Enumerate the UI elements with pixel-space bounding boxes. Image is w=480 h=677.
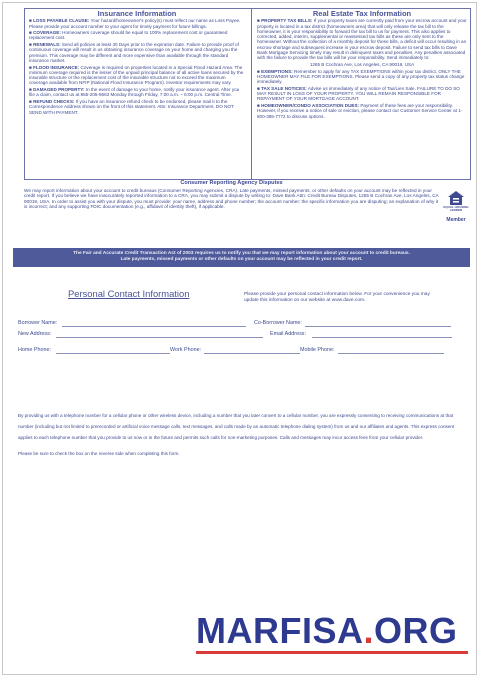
insurance-item: ■ REFUND CHECKS: If you have an insurance refund check to be endorsed, please mail it to the Correspondence Address shown on the front of this statement. Attn: Insurance Department. DO NOT SEND WITH PAYMENT. [29, 98, 234, 115]
borrower-name-label: Borrower Name: [18, 320, 58, 326]
borrower-name-field[interactable] [62, 326, 246, 327]
contact-title: Personal Contact Information [68, 288, 190, 299]
equal-housing-line2: LENDER [449, 208, 463, 213]
check-box-note: Please be sure to check the box on the reverse side when completing this form. [18, 451, 180, 456]
phone-consent [18, 410, 460, 443]
tax-item: ■ HOMEOWNER/CONDO ASSOCIATION DUES: Payment of these fees are your responsibility. However, if you receive a notice of sale or eviction, please contact our Customer Service Center at 1-800-365-7772 to discuss options. [257, 102, 463, 119]
tax-item: ■ EXEMPTIONS: Remember to apply for any TAX EXEMPTIONS within your tax district. ONLY THE HOMEOWNER MAY FILE FOR EXEMPTIONS. Please send a copy of any property tax status change immediately. [257, 68, 465, 85]
logo-underline [196, 651, 468, 654]
member-label: Member [446, 216, 466, 223]
equal-housing-logo [441, 190, 471, 223]
insurance-section [29, 11, 245, 116]
credit-dispute-heading: Consumer Reporting Agency Disputes [180, 180, 283, 186]
mobile-phone-field[interactable] [338, 353, 444, 354]
side-code [4, 60, 14, 170]
insurance-item: ■ LOSS PAYABLE CLAUSE: Your hazard/homeowner's policy(s) must reflect our name as Loss Payee. Please provide your account number to your agent for timely payment for future billings. [29, 18, 241, 29]
banner-line2: Late payments, missed payments or other defaults on your account may be reflected in your credit report. [120, 257, 363, 262]
insurance-item: ■ COVERAGE: Homeowners coverage should be equal to 100% replacement cost or guaranteed replacement cost. [29, 30, 228, 41]
insurance-item: ■ DAMAGED PROPERTY: In the event of damage to your home, notify your insurance agent. After you file a claim, contact us at 855-205-8663 Monday through Friday, 7:00 a.m. – 6:00 p.m. Central Time. [29, 87, 240, 98]
new-address-label: New Address: [18, 331, 52, 337]
credit-dispute-text: We may report information about your account to credit bureaus (Consumer Reporting Agencies, CRA). Late payments, missed payments, or other defaults on your account may be reflected in your credit report. If you believe we have inaccurately reported information to a CRA, you may submit a dispute by writing to: Dave Bank Attn: Credit Bureau Disputes, 1265 B Cochran Ave, Los Angeles, CA 90019, USA. In order to assist you with your dispute, you must provide: your name, address and phone number; the account number; the specific information you are disputing; an explanation of why it is incorrect; and any supporting FDIC documentation (e.g., affidavit of identity theft), if applicable. [24, 187, 439, 210]
credit-dispute-section [24, 181, 439, 210]
work-phone-field[interactable] [204, 353, 300, 354]
equal-housing-line1: EQUAL HOUSING [443, 205, 469, 209]
email-address-field[interactable] [312, 337, 452, 338]
insurance-item: ■ RENEWALS: Send all policies at least 30 Days prior to the expiration date. Failure to provide proof of continuous coverage will result in us obtaining insurance coverage on your home and charging you the premium. This coverage may be different and more expensive than available through the standard insurance market. [29, 42, 239, 63]
insurance-item: ■ FLOOD INSURANCE: Coverage is required on properties located in a Special Flood Hazard Area. The minimum coverage required is the lesser of the unpaid principal balance of all active loans secured by the insurable structure or the replacement cost of the insurable structure not to exceed the maximum coverage available from NFIP (National Flood Insurance Program). Investor requirements may vary. [29, 64, 244, 86]
mobile-phone-label: Mobile Phone: [300, 347, 335, 353]
banner-line1: The Fair and Accurate Credit Transaction Act of 2003 requires us to notify you that we may report information about your account to credit bureaus. [73, 251, 410, 256]
contact-note: Please provide your personal contact information below. For your convenience you may update this information on our website at www.dave.com. [244, 292, 430, 304]
column-divider [251, 9, 252, 179]
fact-act-banner [13, 248, 470, 267]
tax-section [257, 11, 467, 120]
marfisa-logo: MARFISA.ORG [196, 610, 458, 651]
home-phone-label: Home Phone: [18, 347, 51, 353]
new-address-field[interactable] [56, 337, 263, 338]
tax-item: ■ PROPERTY TAX BILLS: If your property taxes are currently paid from your escrow account and your property is located in a tax district (homeowners area) that will only release the tax bill to the homeowner, it is your responsibility to forward the tax bill to us for payment. This also applies to corrected, added, interim, supplemental or reassessed tax bills as these are only sent to the homeowner. Without the collection of a monthly deposit for these bills, a deficit will occur resulting in an escrow shortage and subsequent increase in your escrow deposit. Failure to send tax bills to Dave Bank Mortgage Servicing timely may result in delinquent taxes and penalties. Any penalties associated with the failure to provide the tax bills will be your responsibility. Send immediately to: [257, 18, 467, 61]
co-borrower-name-label: Co-Borrower Name: [254, 320, 302, 326]
house-icon [447, 190, 465, 206]
info-box [24, 8, 471, 180]
co-borrower-name-field[interactable] [305, 326, 451, 327]
tax-item: ■ TAX SALE NOTICES: Advise us immediately of any notice of Tax/Lien Sale. FAILURE TO DO SO MAY RESULT IN LOSS OF YOUR PROPERTY. YOU WILL REMAIN RESPONSIBLE FOR REPAYMENT OF YOUR MORTGAGE ACCOUNT. [257, 85, 460, 102]
insurance-heading: Insurance Information [97, 9, 177, 18]
phone-consent-text: By providing us with a telephone number for a cellular phone or other wireless device, including a number that you later convert to a cellular number, you are expressly consenting to receiving communications at that number (including but not limited to prerecorded or artificial voice message calls, text messages, and calls made by an automatic telephone dialing system) from us and our affiliates and agents. This express consent applies to each telephone number that you provide to us now or in the future and permits such calls for non-marketing purposes. Calls and messages may incur access fees from your cellular provider. [18, 413, 455, 440]
email-address-label: Email Address: [270, 331, 306, 337]
home-phone-field[interactable] [56, 353, 170, 354]
tax-heading: Real Estate Tax Information [312, 9, 412, 18]
tax-address: 1265 B Cochran Ave, Los Angeles, CA 90019, USA [309, 61, 415, 67]
work-phone-label: Work Phone: [170, 347, 202, 353]
